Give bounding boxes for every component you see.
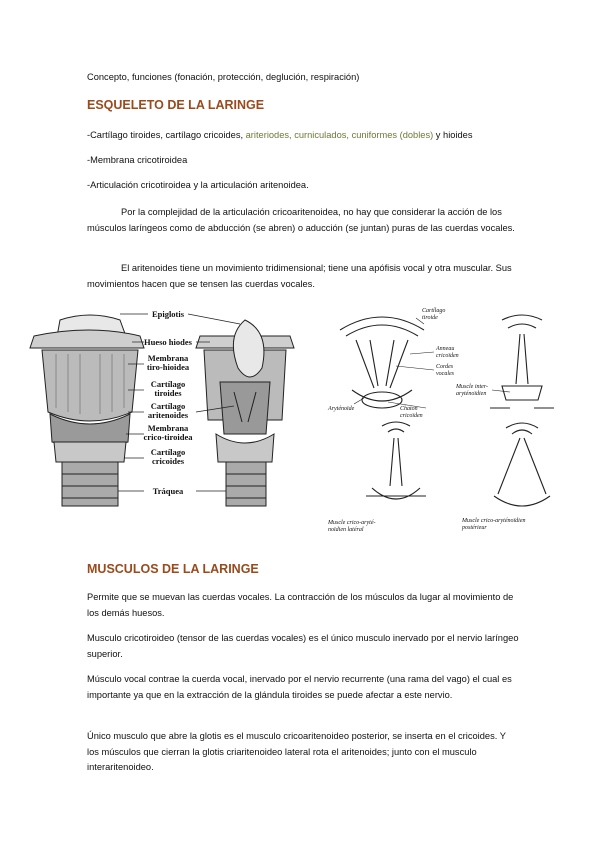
label-hueso-hiodes: Hueso hiodes <box>144 337 192 347</box>
label-cricoides: cricoides <box>151 456 185 466</box>
paragraph: El aritenoides tiene un movimiento tridimensional; tiene una apófisis vocal y otra muscular. Sus movimientos hacen que se tensen las cuerdas vocales. <box>87 263 512 289</box>
label-membrana: Membrana <box>147 423 189 433</box>
section-heading-musculos: MUSCULOS DE LA LARINGE <box>87 562 259 576</box>
label-membrana: Membrana <box>147 353 189 363</box>
label-cartilago: Cartílago <box>150 379 186 389</box>
paragraph: Permite que se muevan las cuerdas vocales. La contracción de los músculos da lugar al movimiento de los demás huesos. <box>87 592 514 618</box>
label-tiroide: tiroide <box>422 315 438 321</box>
label-chaton: Chaton <box>400 406 418 412</box>
list-item-text: -Cartílago tiroides, cartílago cricoides, <box>87 130 246 140</box>
label-noidien-lateral: noïdien latéral <box>328 527 364 533</box>
label-cartilago: Cartílago <box>422 308 446 314</box>
label-crico-tiroidea: crico-tiroidea <box>143 432 193 442</box>
paragraph: Músculo vocal contrae la cuerda vocal, inervado por el nervio recurrente (una rama del vago) el cual es importante ya que en la extracción de la glándula tiroides se puede afectar a este nervio. <box>87 674 512 700</box>
section-heading-esqueleto: ESQUELETO DE LA LARINGE <box>87 98 265 112</box>
label-cartilago: Cartílago <box>150 447 186 457</box>
label-cartilago: Cartílago <box>150 401 186 411</box>
paragraph: Por la complejidad de la articulación cricoaritenoidea, no hay que considerar la acción de los músculos laríngeos como de abducción (se abren) o aducción (se juntan) puras de las cuerdas vocales. <box>87 207 515 233</box>
label-traquea: Tráquea <box>152 486 184 496</box>
list-item-membrana: -Membrana cricotiroidea <box>87 155 188 165</box>
list-item-articulacion: -Articulación cricotiroidea y la articulación aritenoidea. <box>87 180 309 190</box>
label-cricoiden: cricoïden <box>400 413 423 419</box>
paragraph: Musculo cricotiroideo (tensor de las cuerdas vocales) es el único musculo inervado por el nervio laríngeo superior. <box>87 633 519 659</box>
label-vocales: vocales <box>436 371 454 377</box>
label-aritenoides: aritenoides <box>147 410 189 420</box>
vocal-cord-mechanics-figure <box>326 300 576 536</box>
highlighted-text: ariteriodes, curniculados, cuniformes (dobles) <box>245 130 434 140</box>
label-posterieur: postérieur <box>462 525 487 531</box>
label-epiglotis: Epiglotis <box>151 309 185 319</box>
list-item-cartilagos <box>87 128 519 144</box>
intro-line: Concepto, funciones (fonación, protección, deglución, respiración) <box>87 72 360 82</box>
list-item-text: y hioides <box>433 130 473 140</box>
paragraph: Único musculo que abre la glotis es el musculo cricoaritenoideo posterior, se inserta en el cricoides. Y los músculos que cierran la glotis criaritenoideo lateral rota el aritenoides; junto con el musculo interaritenoideo. <box>87 731 506 772</box>
larynx-anatomy-figure <box>20 302 320 514</box>
label-muscle-crico-aryte: Muscle crico-aryté- <box>328 520 376 526</box>
label-arytenoide: Aryténoïde <box>328 406 355 412</box>
label-tiroides: tiroides <box>154 388 182 398</box>
label-cordes: Cordes <box>436 364 454 370</box>
label-cricoiden: cricoïden <box>436 353 459 359</box>
label-anneau: Anneau <box>436 346 455 352</box>
label-arytenoidien: aryténoïdien <box>456 391 487 397</box>
label-muscle-inter: Muscle inter- <box>456 384 489 390</box>
label-muscle-crico-arytenoidien: Muscle crico-aryténoïdien <box>462 518 526 524</box>
label-tiro-hioidea: tiro-hioidea <box>146 362 190 372</box>
